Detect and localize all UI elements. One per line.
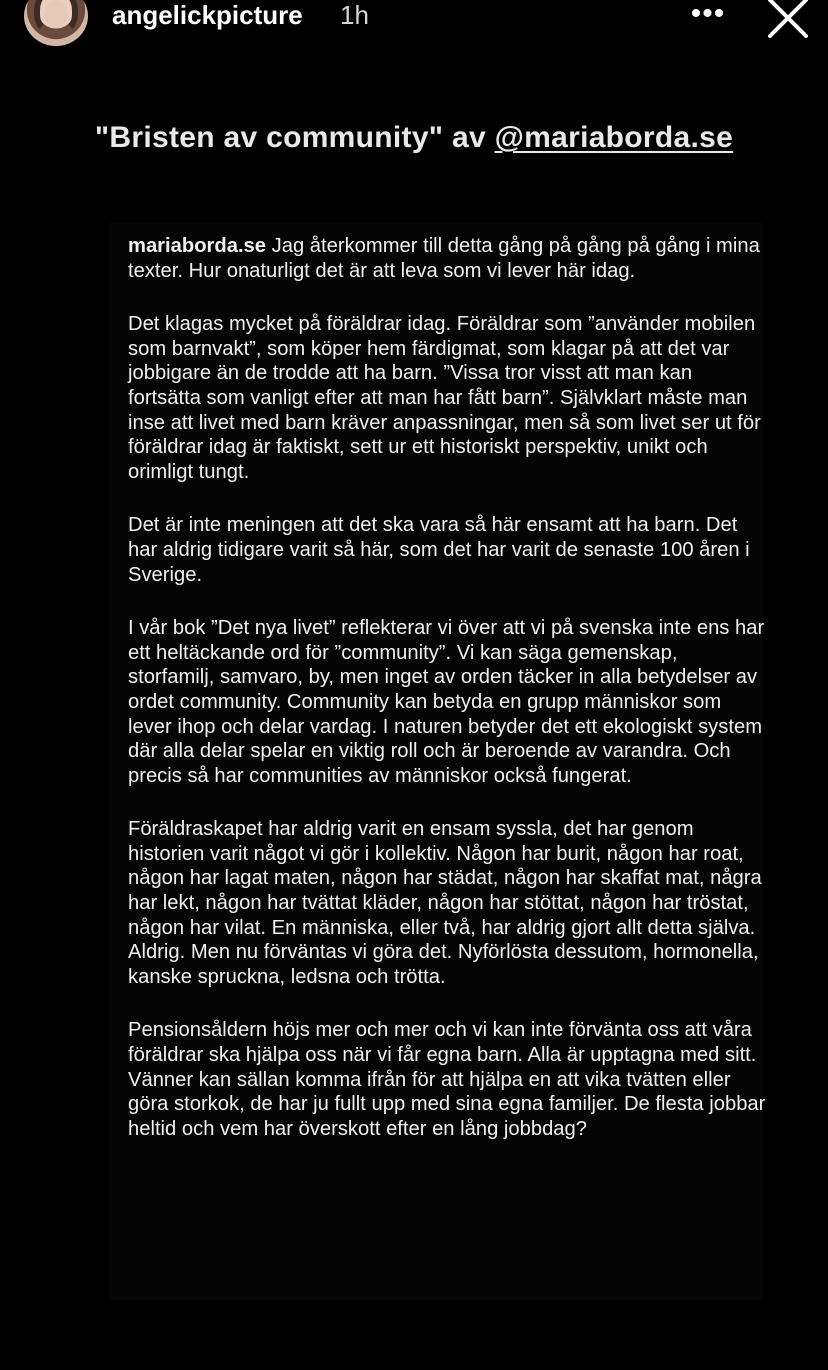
story-title	[0, 118, 828, 158]
post-paragraph	[128, 234, 768, 283]
post-paragraph: Det klagas mycket på föräldrar idag. Föräldrar som ”använder mobilen som barnvakt”, som köper hem färdigmat, som klagar på att det var jobbigare än de trodde att ha barn. ”Vissa tror visst att man kan fortsätta som vanligt efter att man har fått barn”. Självklart måste man inse att livet med barn kräver anpassningar, men så som livet ser ut för föräldrar idag är faktiskt, sett ur ett historiskt perspektiv, unikt och orimligt tungt.	[128, 313, 761, 483]
post-paragraph: Det är inte meningen att det ska vara så här ensamt att ha barn. Det har aldrig tidigare varit så här, som det har varit de senaste 100 åren i Sverige.	[128, 514, 750, 586]
avatar-face	[45, 0, 67, 28]
post-paragraph-text: Jag återkommer till detta gång på gång på gång i mina texter. Hur onaturligt det är att leva som vi lever här idag.	[128, 235, 760, 282]
post-paragraph: Pensionsåldern höjs mer och mer och vi kan inte förvänta oss att våra föräldrar ska hjälpa oss när vi får egna barn. Alla är upptagna med sitt. Vänner kan sällan komma ifrån för att hjälpa en att vika tvätten eller göra storkok, de har ju fullt upp med sina egna familjer. De flesta jobbar heltid och vem har överskott efter en lång jobbdag?	[128, 1019, 766, 1140]
close-icon[interactable]	[764, 0, 812, 42]
more-horizontal-icon[interactable]: •••	[690, 0, 726, 30]
story-title-prefix: "Bristen av community" av	[94, 121, 495, 154]
story-title-handle[interactable]: @mariaborda.se	[494, 121, 734, 154]
avatar[interactable]	[24, 0, 88, 46]
story-header	[0, 0, 828, 44]
post-author[interactable]: mariaborda.se	[128, 235, 267, 257]
username[interactable]: angelickpicture	[112, 0, 303, 30]
post-paragraph: Föräldraskapet har aldrig varit en ensam syssla, det har genom historien varit något vi gör i kollektiv. Någon har burit, någon har roat, någon har lagat maten, någon har städat, någon har skaffat mat, några har lekt, någon har tvättat kläder, någon har stöttat, någon har tröstat, någon har vilat. En människa, eller två, har aldrig gjort allt detta själva. Aldrig. Men nu förväntas vi göra det. Nyförlösta dessutom, hormonella, kanske spruckna, ledsna och trötta.	[128, 818, 762, 988]
post-paragraph: I vår bok ”Det nya livet” reflekterar vi över att vi på svenska inte ens har ett heltäckande ord för ”community”. Vi kan säga gemenskap, storfamilj, samvaro, by, men inget av orden täcker in alla betydelser av ordet community. Community kan betyda en grupp människor som lever ihop och delar vardag. I naturen betyder det ett ekologiskt system där alla delar spelar en viktig roll och är beroende av varandra. Och precis så har communities av människor också fungerat.	[128, 617, 765, 787]
post-time: 1h	[340, 0, 369, 30]
post-caption	[128, 234, 768, 1170]
